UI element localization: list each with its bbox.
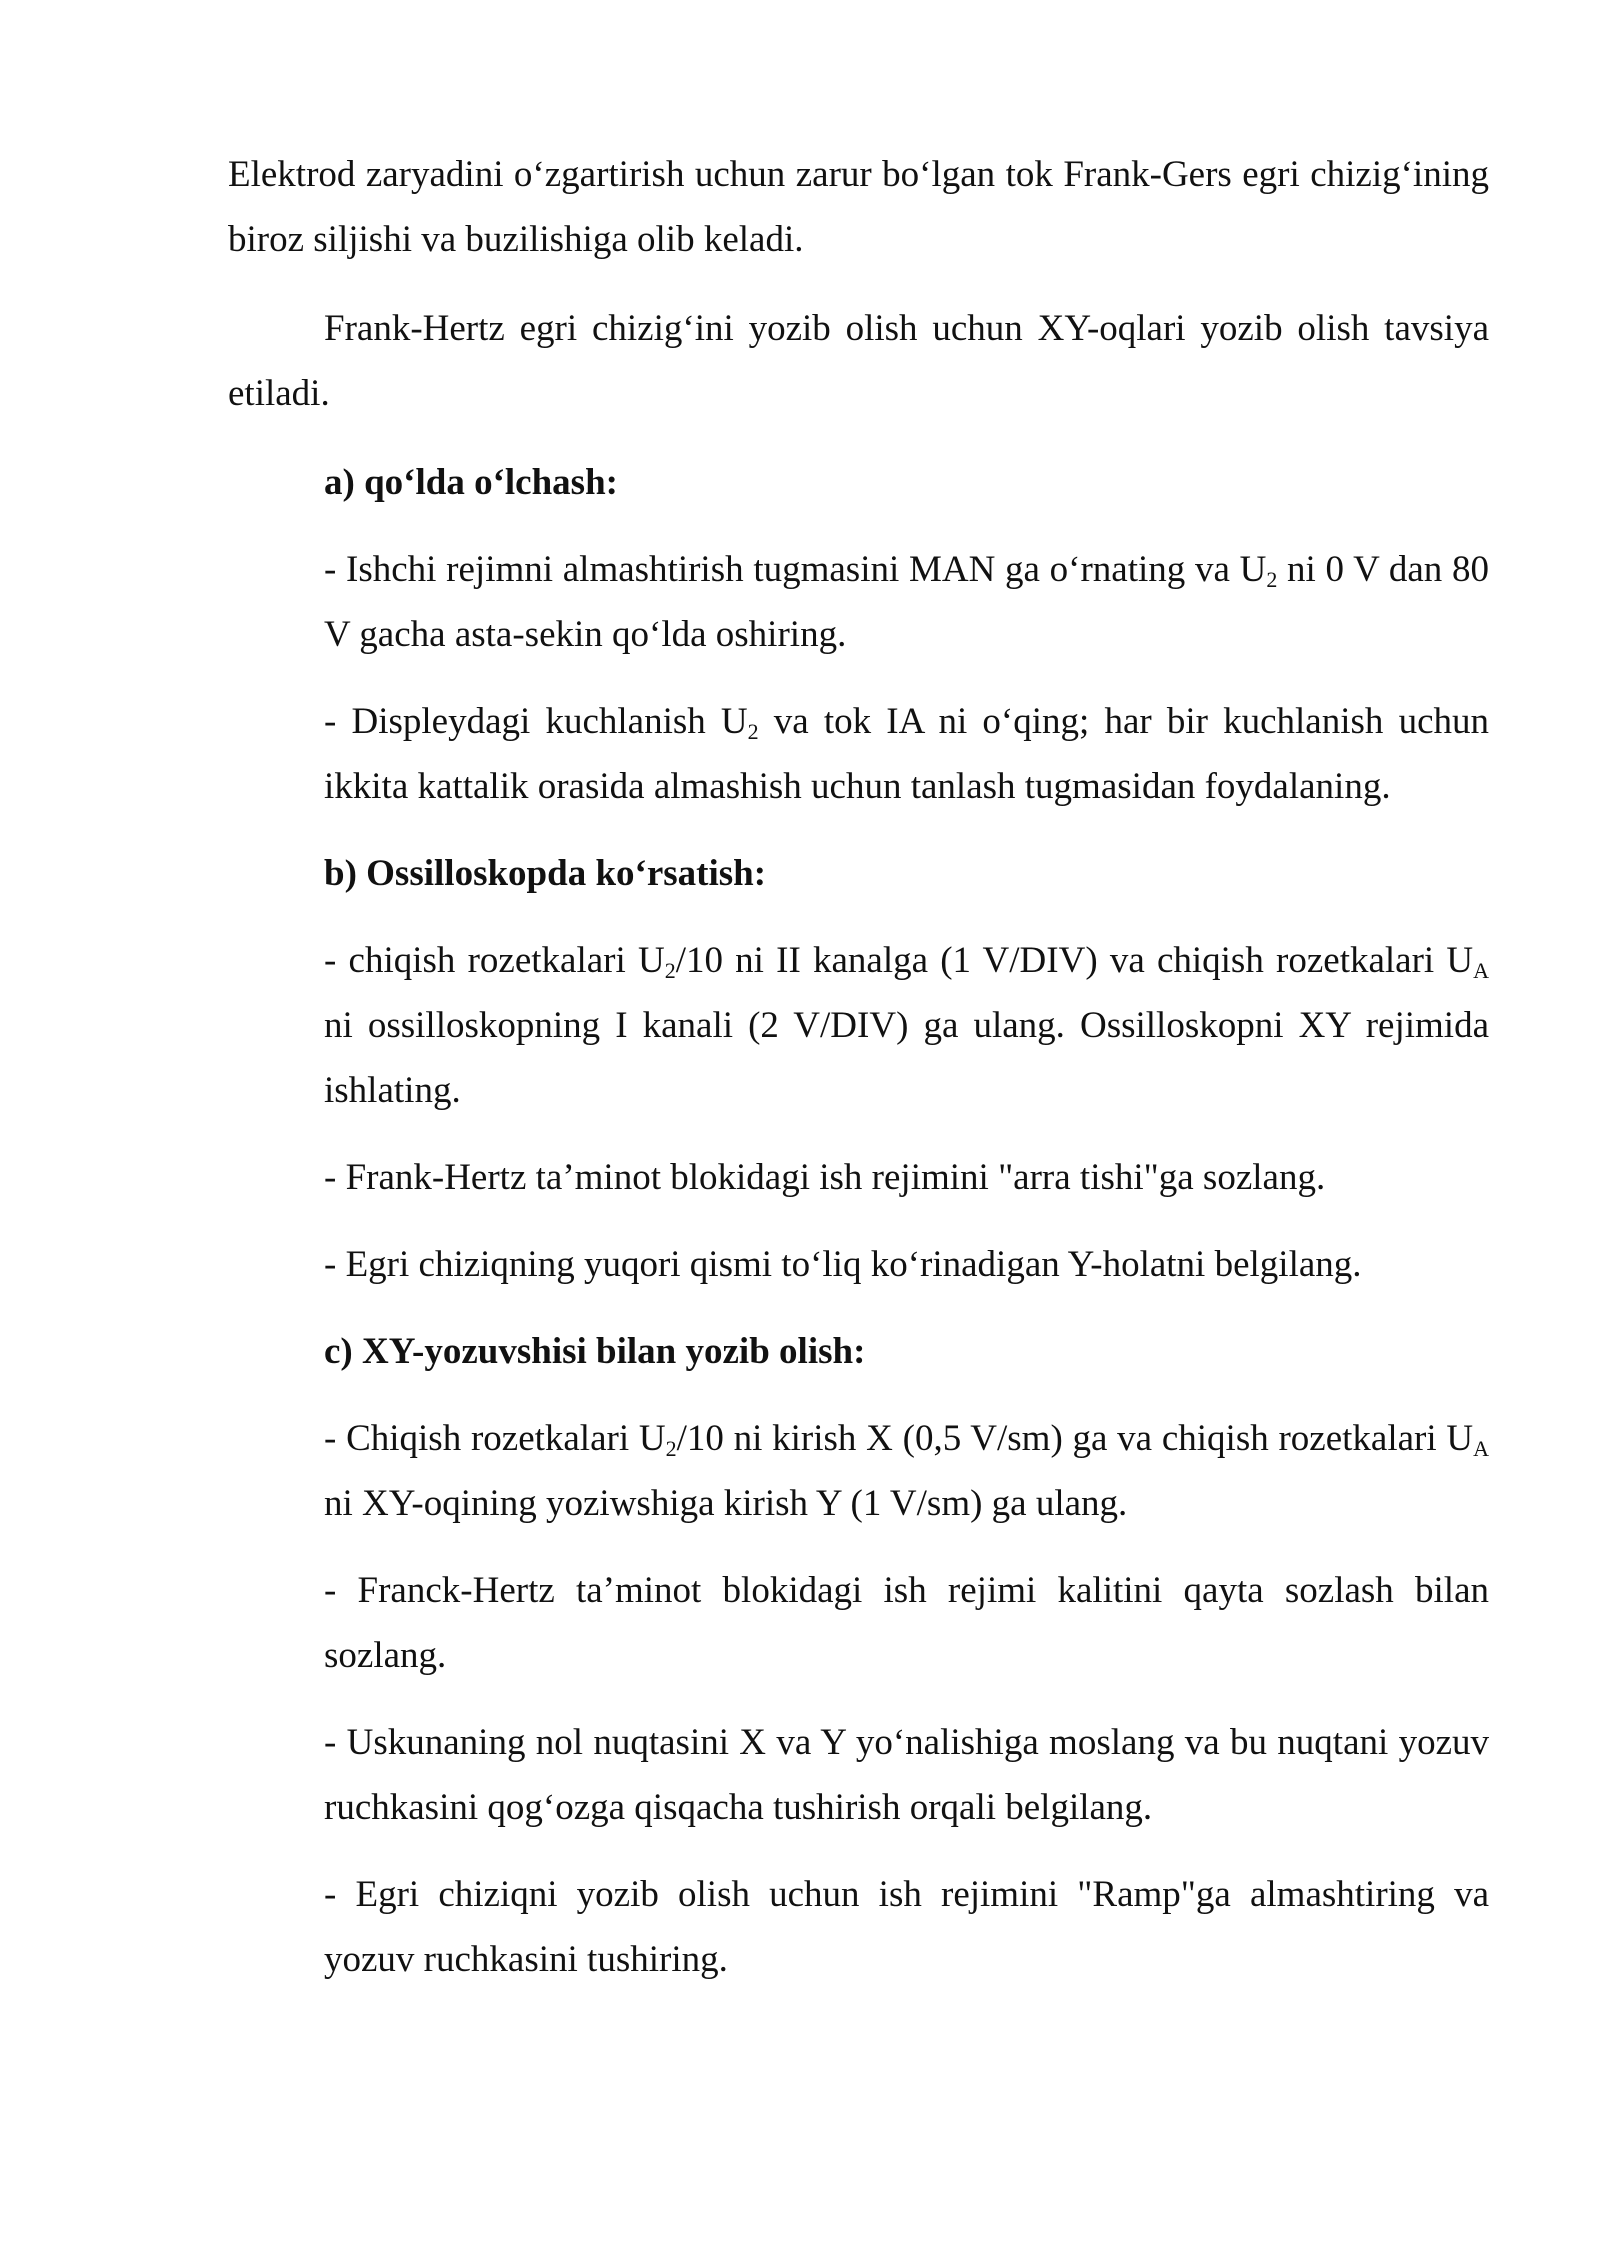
item-text: - chiqish rozetkalari U — [324, 940, 665, 981]
list-item-reset-mode — [324, 1558, 1489, 1688]
heading-oscilloscope — [324, 841, 1489, 906]
item-text: /10 ni kirish X (0,5 V/sm) ga va chiqish rozetkalari U — [676, 1418, 1474, 1459]
item-text: - Ishchi rejimni almashtirish tugmasini MAN ga o‘rnating va U — [324, 549, 1267, 590]
list-item-man-mode — [324, 537, 1489, 667]
subscript: A — [1473, 958, 1490, 983]
item-text: - Frank-Hertz ta’minot blokidagi ish rejimini "arra tishi"ga sozlang. — [324, 1157, 1326, 1198]
list-item-read-display — [324, 689, 1489, 819]
heading-text: c) XY-yozuvshisi bilan yozib olish: — [324, 1331, 866, 1372]
item-text: ni ossilloskopning I kanali (2 V/DIV) ga ulang. Ossilloskopni XY rejimida ishlating. — [324, 1005, 1489, 1111]
heading-text: a) qo‘lda o‘lchash: — [324, 462, 618, 503]
item-text: - Displeydagi kuchlanish U — [324, 701, 748, 742]
list-item-connect-oscilloscope — [324, 928, 1489, 1123]
subscript: 2 — [1266, 567, 1278, 592]
list-item-connect-recorder — [324, 1406, 1489, 1536]
item-text: - Franck-Hertz ta’minot blokidagi ish rejimi kalitini qayta sozlash bilan sozlang. — [324, 1570, 1489, 1676]
heading-manual-measurement — [324, 450, 1489, 515]
item-text: ni 0 V dan 80 V gacha asta-sekin qo‘lda oshiring. — [324, 549, 1489, 655]
item-text: va tok IA ni o‘qing; har bir kuchlanish uchun ikkita kattalik orasida almashish uchun tanlash tugmasidan foydalaning. — [324, 701, 1489, 807]
item-text: - Chiqish rozetkalari U — [324, 1418, 666, 1459]
item-text: /10 ni II kanalga (1 V/DIV) va chiqish rozetkalari U — [675, 940, 1474, 981]
paragraph-electrode-charge — [228, 142, 1489, 272]
subscript: A — [1473, 1436, 1489, 1461]
item-text: - Egri chiziqning yuqori qismi to‘liq ko‘rinadigan Y-holatni belgilang. — [324, 1244, 1362, 1285]
heading-text: b) Ossilloskopda ko‘rsatish: — [324, 853, 767, 894]
list-item-ramp-mode — [324, 1862, 1489, 1992]
paragraph-text: Elektrod zaryadini o‘zgartirish uchun zarur bo‘lgan tok Frank-Gers egri chizig‘ining biroz siljishi va buzilishiga olib keladi. — [228, 154, 1489, 260]
subscript: 2 — [664, 958, 676, 983]
item-text: ni XY-oqining yoziwshiga kirish Y (1 V/sm) ga ulang. — [324, 1483, 1128, 1524]
list-item-zero-point — [324, 1710, 1489, 1840]
subscript: 2 — [665, 1436, 677, 1461]
heading-xy-recorder — [324, 1319, 1489, 1384]
paragraph-xy-recording — [228, 296, 1489, 426]
item-text: - Uskunaning nol nuqtasini X va Y yo‘nalishiga moslang va bu nuqtani yozuv ruchkasini qog‘ozga qisqacha tushirish orqali belgilang. — [324, 1722, 1489, 1828]
paragraph-text: Frank-Hertz egri chizig‘ini yozib olish uchun XY-oqlari yozib olish tavsiya etiladi. — [228, 308, 1489, 414]
list-item-y-position — [324, 1232, 1489, 1297]
item-text: - Egri chiziqni yozib olish uchun ish rejimini "Ramp"ga almashtiring va yozuv ruchkasini tushiring. — [324, 1874, 1489, 1980]
list-item-sawtooth-mode — [324, 1145, 1489, 1210]
subscript: 2 — [747, 719, 759, 744]
